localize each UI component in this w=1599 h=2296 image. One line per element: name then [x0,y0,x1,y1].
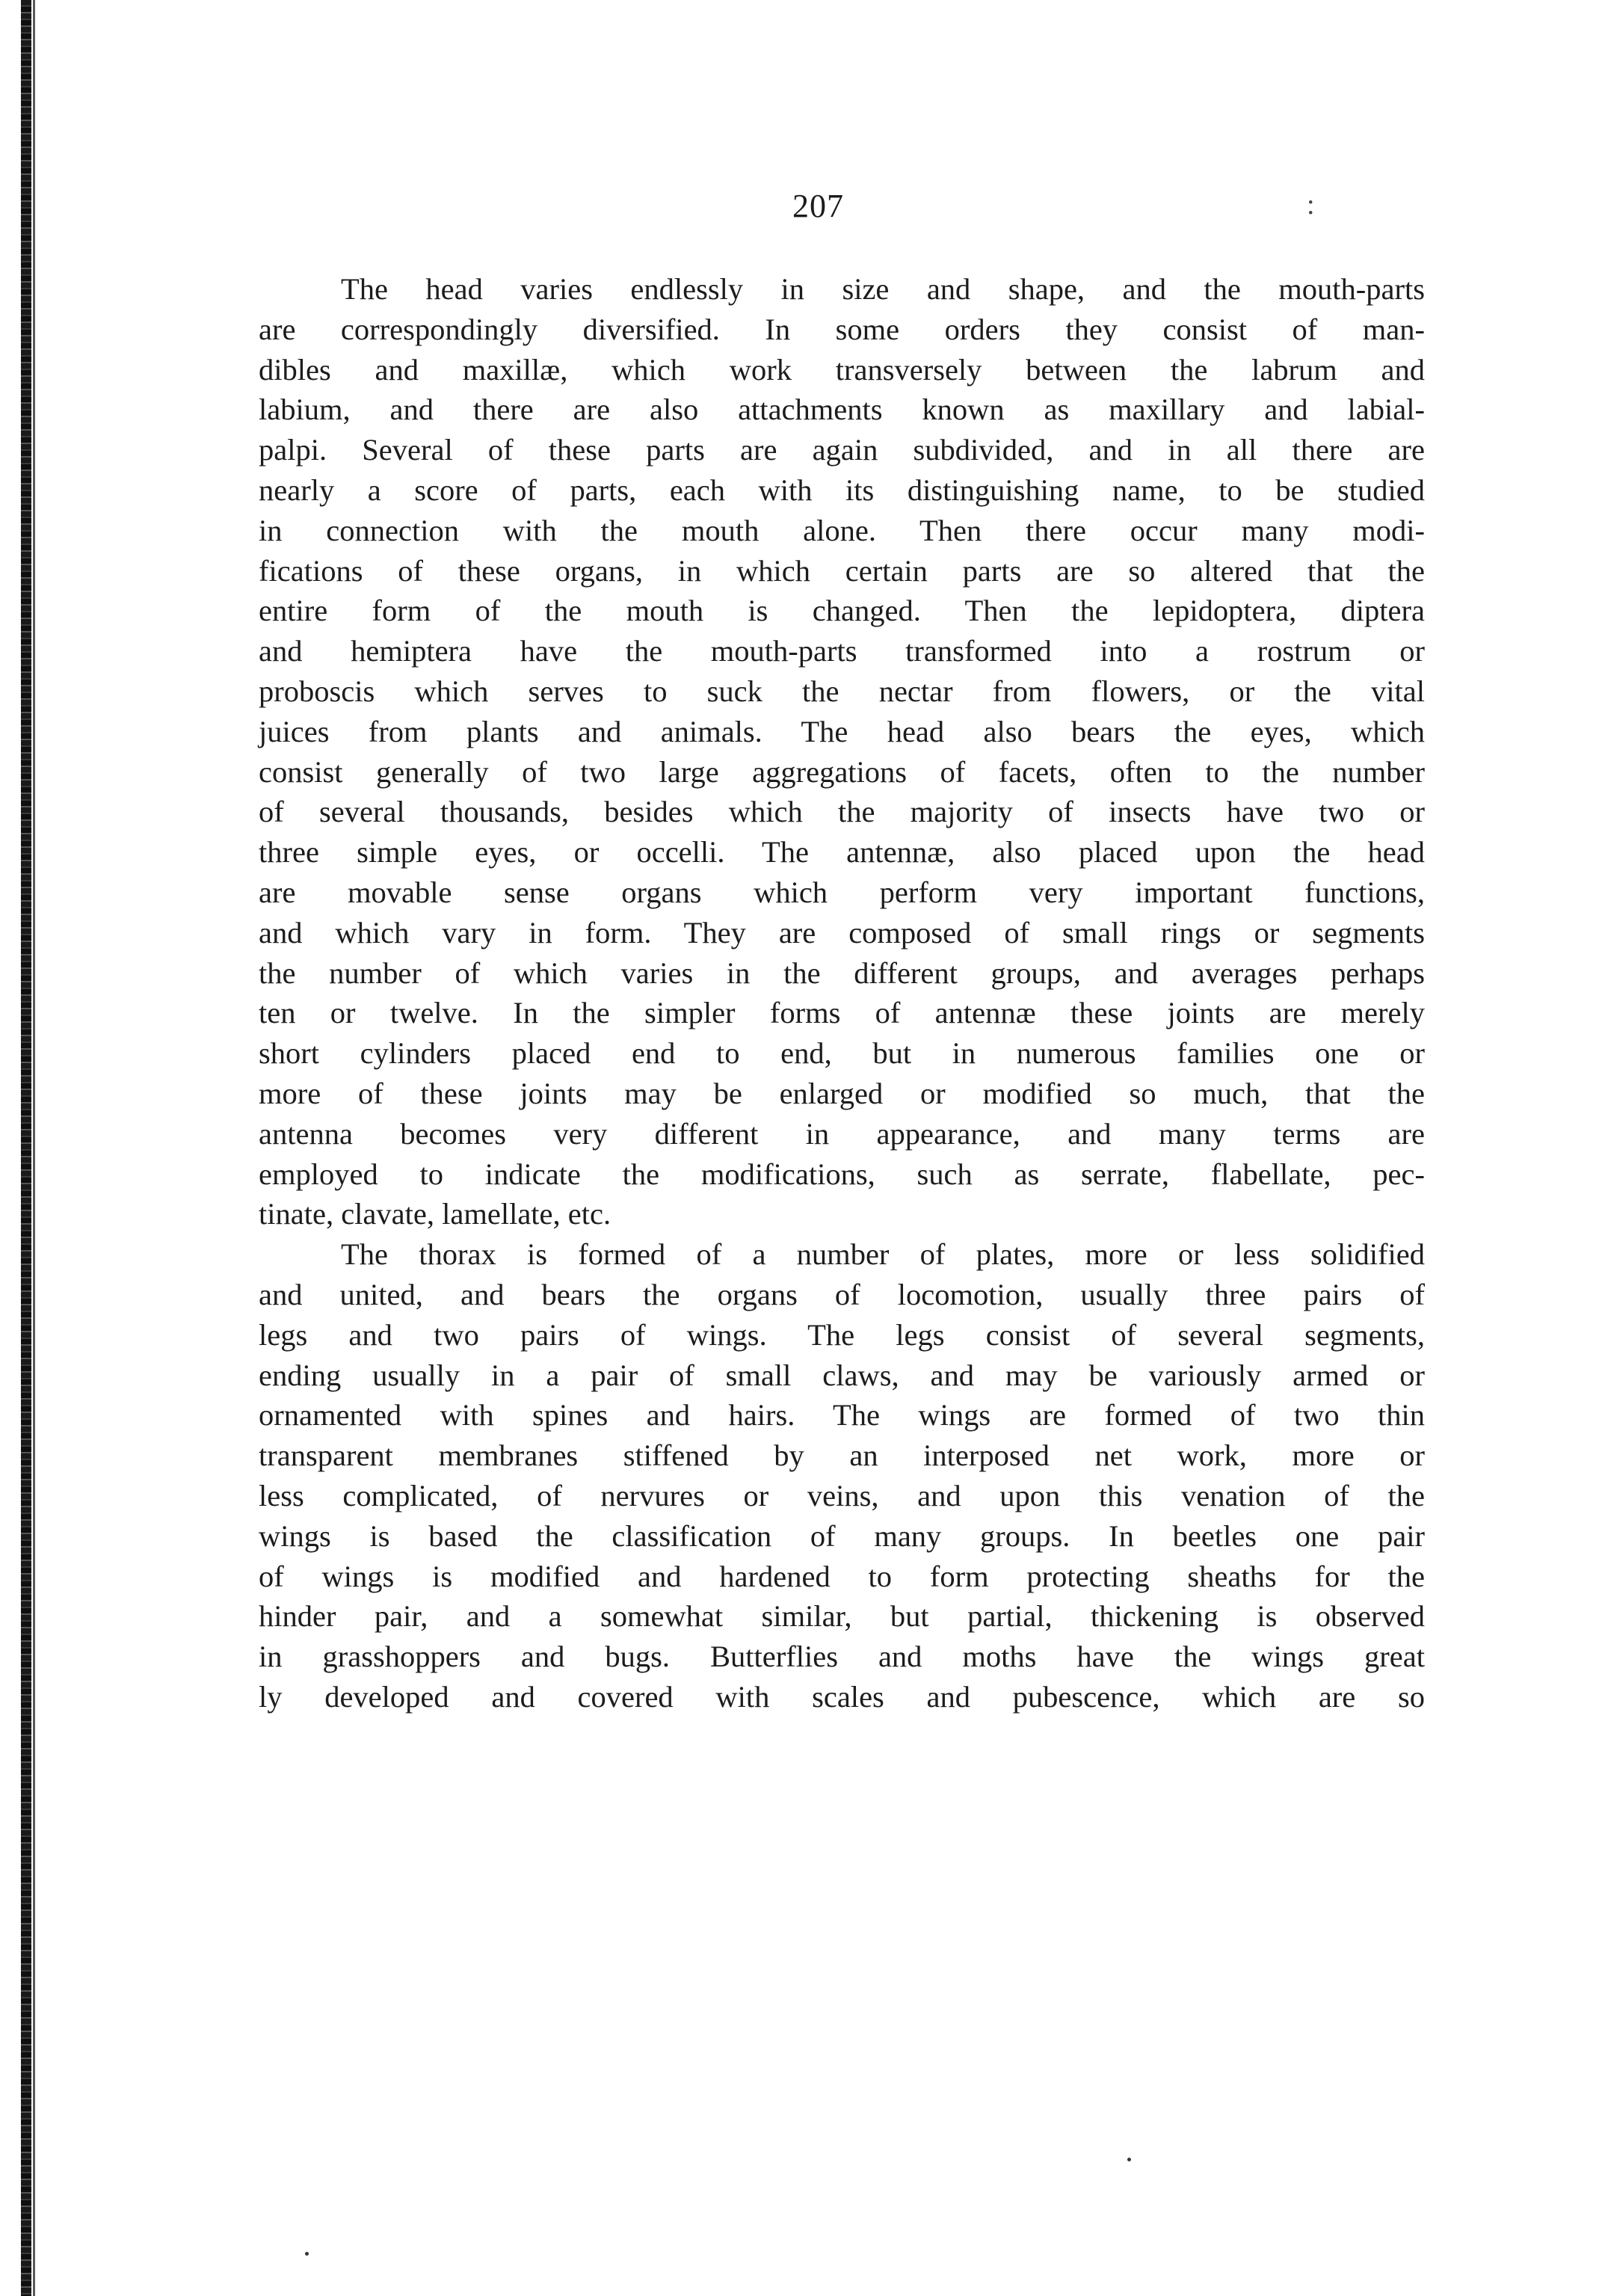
text-line: short cylinders placed end to end, but in numerous families one or [259,1036,1425,1071]
body-text [259,269,1425,1717]
text-line: the number of which varies in the different groups, and averages perhaps [259,955,1425,990]
text-line: ten or twelve. In the simpler forms of antennæ these joints are merely [259,996,1425,1030]
text-line: and hemiptera have the mouth-parts transformed into a rostrum or [259,634,1425,668]
text-line: and which vary in form. They are composed of small rings or segments [259,915,1425,950]
paragraph-head [259,269,1425,1234]
binding-edge [21,0,31,2296]
text-line: The thorax is formed of a number of plates, more or less solidified [341,1237,1425,1272]
text-line: tinate, clavate, lamellate, etc. [259,1197,611,1231]
text-line: palpi. Several of these parts are again subdivided, and in all there are [259,433,1425,467]
ink-speck [1127,2158,1131,2161]
ink-speck [305,2252,309,2256]
text-line: entire form of the mouth is changed. Then the lepidoptera, diptera [259,594,1425,628]
binding-edge-line [33,0,35,2296]
text-line: The head varies endlessly in size and shape, and the mouth-parts [341,272,1425,306]
text-line: labium, and there are also attachments known as maxillary and labial- [259,393,1425,427]
text-line: consist generally of two large aggregations of facets, often to the number [259,754,1425,789]
text-line: of wings is modified and hardened to form protecting sheaths for the [259,1559,1425,1593]
text-line: nearly a score of parts, each with its distinguishing name, to be studied [259,473,1425,507]
text-line: and united, and bears the organs of locomotion, usually three pairs of [259,1277,1425,1311]
text-line: three simple eyes, or occelli. The antennæ, also placed upon the head [259,835,1425,870]
text-line: employed to indicate the modifications, such as serrate, flabellate, pec- [259,1157,1425,1191]
text-line: hinder pair, and a somewhat similar, but partial, thickening is observed [259,1599,1425,1634]
text-line: more of these joints may be enlarged or modified so much, that the [259,1076,1425,1110]
text-line: ending usually in a pair of small claws, and may be variously armed or [259,1358,1425,1392]
text-line: fications of these organs, in which certain parts are so altered that the [259,553,1425,588]
text-line: proboscis which serves to suck the nectar from flowers, or the vital [259,674,1425,708]
text-line: juices from plants and animals. The head also bears the eyes, which [259,714,1425,748]
text-line: wings is based the classification of many groups. In beetles one pair [259,1518,1425,1553]
paragraph-thorax [259,1234,1425,1717]
text-line: of several thousands, besides which the majority of insects have two or [259,795,1425,829]
text-line: in connection with the mouth alone. Then there occur many modi- [259,513,1425,547]
text-line: legs and two pairs of wings. The legs consist of several segments, [259,1317,1425,1352]
text-line: antenna becomes very different in appearance, and many terms are [259,1116,1425,1151]
text-line: transparent membranes stiffened by an interposed net work, more or [259,1438,1425,1473]
text-line: ly developed and covered with scales and pubescence, which are so [259,1679,1425,1714]
text-line: ornamented with spines and hairs. The wings are formed of two thin [259,1398,1425,1432]
margin-mark: : [1307,189,1315,221]
text-line: less complicated, of nervures or veins, and upon this venation of the [259,1478,1425,1512]
text-line: in grasshoppers and bugs. Butterflies and moths have the wings great [259,1640,1425,1674]
text-line: are movable sense organs which perform very important functions, [259,875,1425,909]
text-line: are correspondingly diversified. In some orders they consist of man- [259,312,1425,346]
text-line: dibles and maxillæ, which work transversely between the labrum and [259,352,1425,387]
page-number: 207 [792,188,844,224]
